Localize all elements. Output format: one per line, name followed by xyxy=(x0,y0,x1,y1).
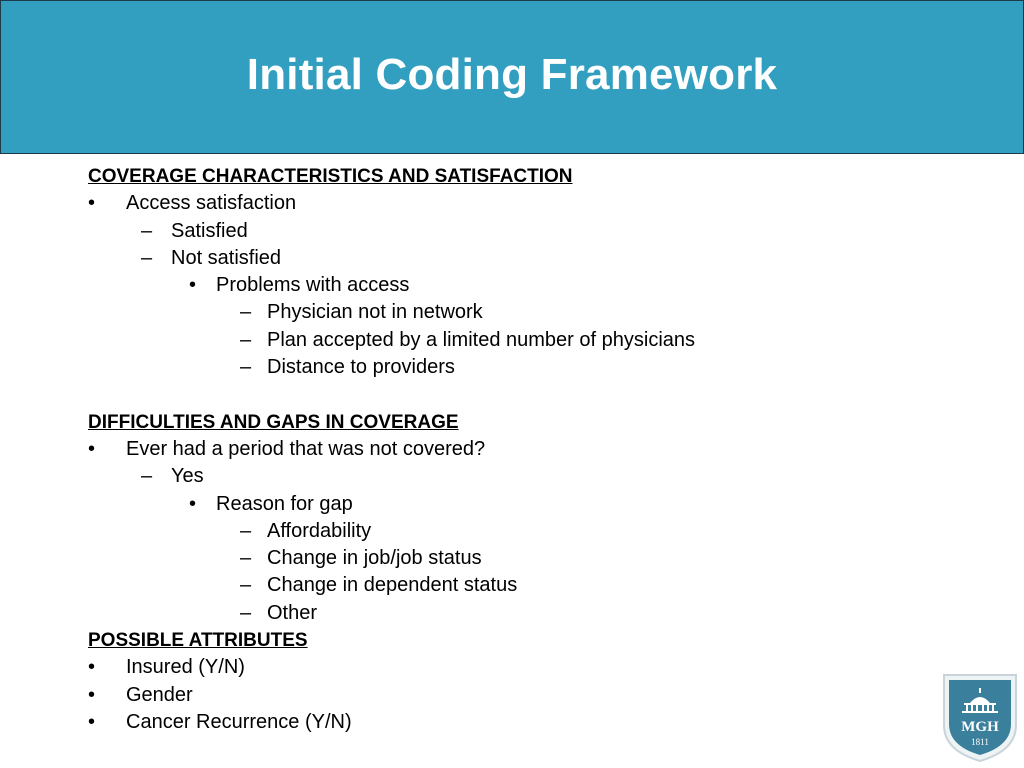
section-heading-row xyxy=(0,163,1024,190)
list-item xyxy=(0,682,1024,709)
list-item-text: Affordability xyxy=(267,519,372,542)
list-item-text: Change in dependent status xyxy=(267,574,518,597)
bullet-icon: • xyxy=(88,192,96,215)
dash-icon: – xyxy=(240,601,252,624)
list-item xyxy=(0,545,1024,572)
list-item xyxy=(0,327,1024,354)
list-item xyxy=(0,436,1024,463)
bullet-icon: • xyxy=(88,437,96,460)
dash-icon: – xyxy=(141,246,153,269)
dash-icon: – xyxy=(141,219,153,242)
list-item-text: Gender xyxy=(126,683,193,706)
list-item xyxy=(0,218,1024,245)
list-item-text: Change in job/job status xyxy=(267,547,482,570)
slide-title: Initial Coding Framework xyxy=(246,50,778,99)
list-item-text: Yes xyxy=(171,465,204,488)
list-item xyxy=(0,600,1024,627)
bullet-icon: • xyxy=(189,274,197,297)
section-heading: DIFFICULTIES AND GAPS IN COVERAGE xyxy=(88,411,459,433)
list-item-text: Cancer Recurrence (Y/N) xyxy=(126,710,352,733)
list-item xyxy=(0,354,1024,381)
list-item xyxy=(0,491,1024,518)
section-heading: POSSIBLE ATTRIBUTES xyxy=(88,630,308,652)
dash-icon: – xyxy=(240,574,252,597)
dash-icon: – xyxy=(141,465,153,488)
dash-icon: – xyxy=(240,301,252,324)
section-heading-row xyxy=(0,409,1024,436)
outline-content xyxy=(0,163,1024,736)
title-bar xyxy=(0,0,1024,154)
dash-icon: – xyxy=(240,519,252,542)
dash-icon: – xyxy=(240,356,252,379)
list-item-text: Other xyxy=(267,601,318,624)
bullet-icon: • xyxy=(88,683,96,706)
bullet-icon: • xyxy=(189,492,197,515)
list-item xyxy=(0,518,1024,545)
list-item-text: Physician not in network xyxy=(267,301,483,324)
logo-year: 1811 xyxy=(971,737,989,747)
list-item-text: Ever had a period that was not covered? xyxy=(126,437,486,460)
list-item xyxy=(0,299,1024,326)
list-item-text: Access satisfaction xyxy=(126,192,297,215)
list-item xyxy=(0,654,1024,681)
spacer xyxy=(0,381,1024,408)
logo-name: MGH xyxy=(961,719,999,735)
mgh-logo xyxy=(942,673,1018,763)
list-item xyxy=(0,245,1024,272)
dash-icon: – xyxy=(240,547,252,570)
list-item-text: Problems with access xyxy=(216,274,410,297)
list-item xyxy=(0,572,1024,599)
list-item xyxy=(0,709,1024,736)
section-heading: COVERAGE CHARACTERISTICS AND SATISFACTION xyxy=(88,166,573,187)
bullet-icon: • xyxy=(88,656,96,679)
list-item-text: Distance to providers xyxy=(267,356,455,379)
list-item xyxy=(0,190,1024,217)
list-item-text: Plan accepted by a limited number of physicians xyxy=(267,328,696,351)
bullet-icon: • xyxy=(88,710,96,733)
list-item xyxy=(0,272,1024,299)
list-item-text: Not satisfied xyxy=(171,246,282,269)
list-item-text: Reason for gap xyxy=(216,492,353,515)
list-item-text: Insured (Y/N) xyxy=(126,656,245,679)
list-item xyxy=(0,463,1024,490)
dash-icon: – xyxy=(240,328,252,351)
section-heading-row xyxy=(0,627,1024,654)
list-item-text: Satisfied xyxy=(171,219,248,242)
